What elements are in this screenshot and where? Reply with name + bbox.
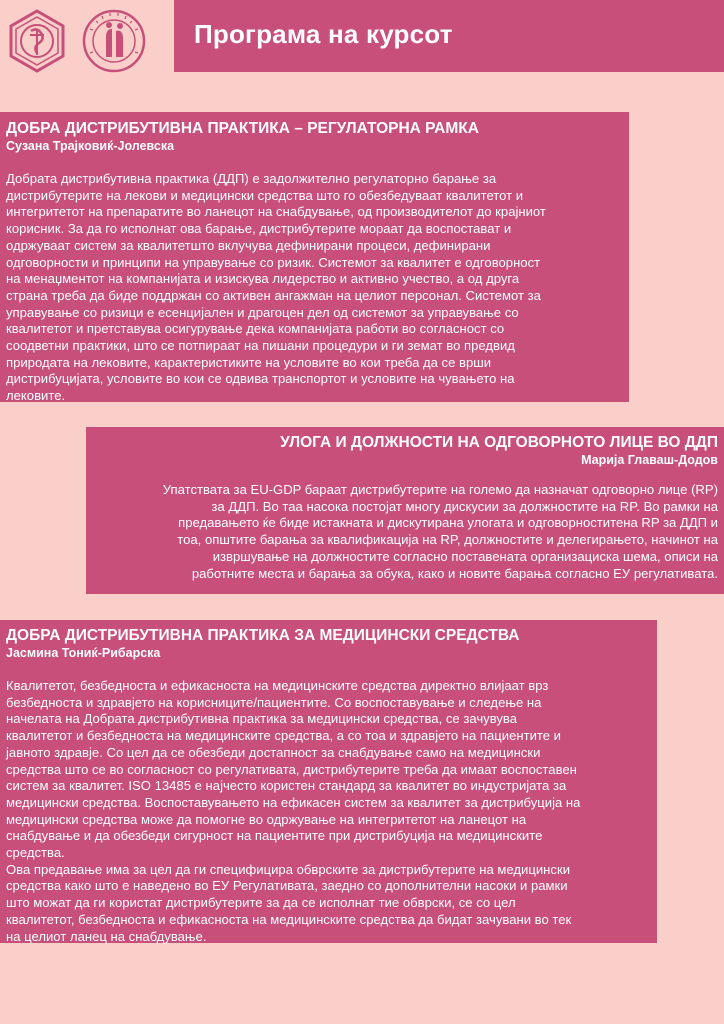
title-banner: [174, 0, 724, 72]
section-author: Сузана Трајковиќ-Јолевска: [6, 139, 175, 153]
section-medical-devices: [0, 620, 657, 943]
section-body: Квалитетот, безбедноста и ефикасноста на медицинските средства директно влијаат врз безбедноста и здравјето на корисниците/пациентите. Со воспоставување и следење на начелата на Добрата дистрибутивна практика за медицински средства, се зачувува квалитетот и безбедноста на медицинските средства, а со тоа и здравјето на пациентите и јавното здравје. Со цел да се обезбеди достапност за снабдување само на медицински средства што се во согласност со регулативата, дистрибутерите треба да имаат воспоставен систем за квалитет. ISO 13485 е најчесто користен стандард за квалитет во индустријата за медицински средства. Воспоставувањето на ефикасен систем за квалитет за дистрибуција на медицински средства може да помогне во одржување на интегритетот на ланецот на снабдување и да обезбеди сигурност на пациентите при дистрибуција на медицинските средства. Ова предавање има за цел да ги специфицира обврските за дистрибутерите на медицински средства како што е наведено во ЕУ Регулативата, заедно со дополнителни насоки и рамки што можат да ги користат дистрибутерите за да се исполнат тие обврски, се со цел квалитетот, безбедноста и ефикасноста на медицинските средства да бидат зачувани во тек на целиот ланец на снабдување.: [6, 678, 581, 944]
section-body: Добрата дистрибутивна практика (ДДП) е задолжително регулаторно барање за дистрибутерите на лекови и медицински средства што го обезбедуваат квалитетот и интегритетот на препаратите во ланецот на снабдување, од производителот до крајниот корисник. За да го исполнат ова барање, дистрибутерите мораат да воспостават и одржуваат систем за квалитетшто вклучува дефинирани процеси, дефинирани одговорности и принципи на управување со ризик. Системот за квалитет е одговорност на менаџментот на компанијата и изискува лидерство и активно учество, а од друга страна треба да биде поддржан со активен ангажман на целиот персонал. Системот за управување со ризици е есенцијален и драгоцен дел од системот за управување со квалитетот и претставува осигурување дека компанијата работи во согласност со соодветни практики, што се потпираат на пишани процедури и ги земат во предвид природата на лековите, карактеристиките на условите во кои треба да се врши дистрибуцијата, условите во кои се одвива транспортот и условите на чувањето на лековите.: [6, 171, 546, 404]
page-title: Програма на курсот: [194, 19, 453, 49]
section-title: ДОБРА ДИСТРИБУТИВНА ПРАКТИКА – РЕГУЛАТОРНА РАМКА: [6, 120, 479, 137]
medical-society-logo: [82, 9, 146, 73]
pharmacy-faculty-logo: [5, 9, 69, 73]
section-author: Марија Главаш-Додов: [581, 453, 718, 467]
section-title: ДОБРА ДИСТРИБУТИВНА ПРАКТИКА ЗА МЕДИЦИНСКИ СРЕДСТВА: [6, 627, 520, 644]
section-regulatory-framework: [0, 112, 629, 402]
section-responsible-person: [86, 427, 724, 594]
section-author: Јасмина Тониќ-Рибарска: [6, 646, 161, 660]
section-title: УЛОГА И ДОЛЖНОСТИ НА ОДГОВОРНОТО ЛИЦЕ ВО ДДП: [280, 434, 718, 451]
section-body: Упатствата за EU-GDP бараат дистрибутерите на големо да назначат одговорно лице (RP) за ДДП. Во таа насока постојат многу дискусии за должностите на RP. Во рамки на предавањето ќе биде истакната и дискутирана улогата и одговорноститена RP за ДДП и тоа, општите барања за квалификација на RP, должностите и делегирањето, начинот на извршување на должностите согласно поставената организациска шема, описи на работните места и барања за обука, како и новите барања согласно ЕУ регулативата.: [162, 482, 718, 581]
